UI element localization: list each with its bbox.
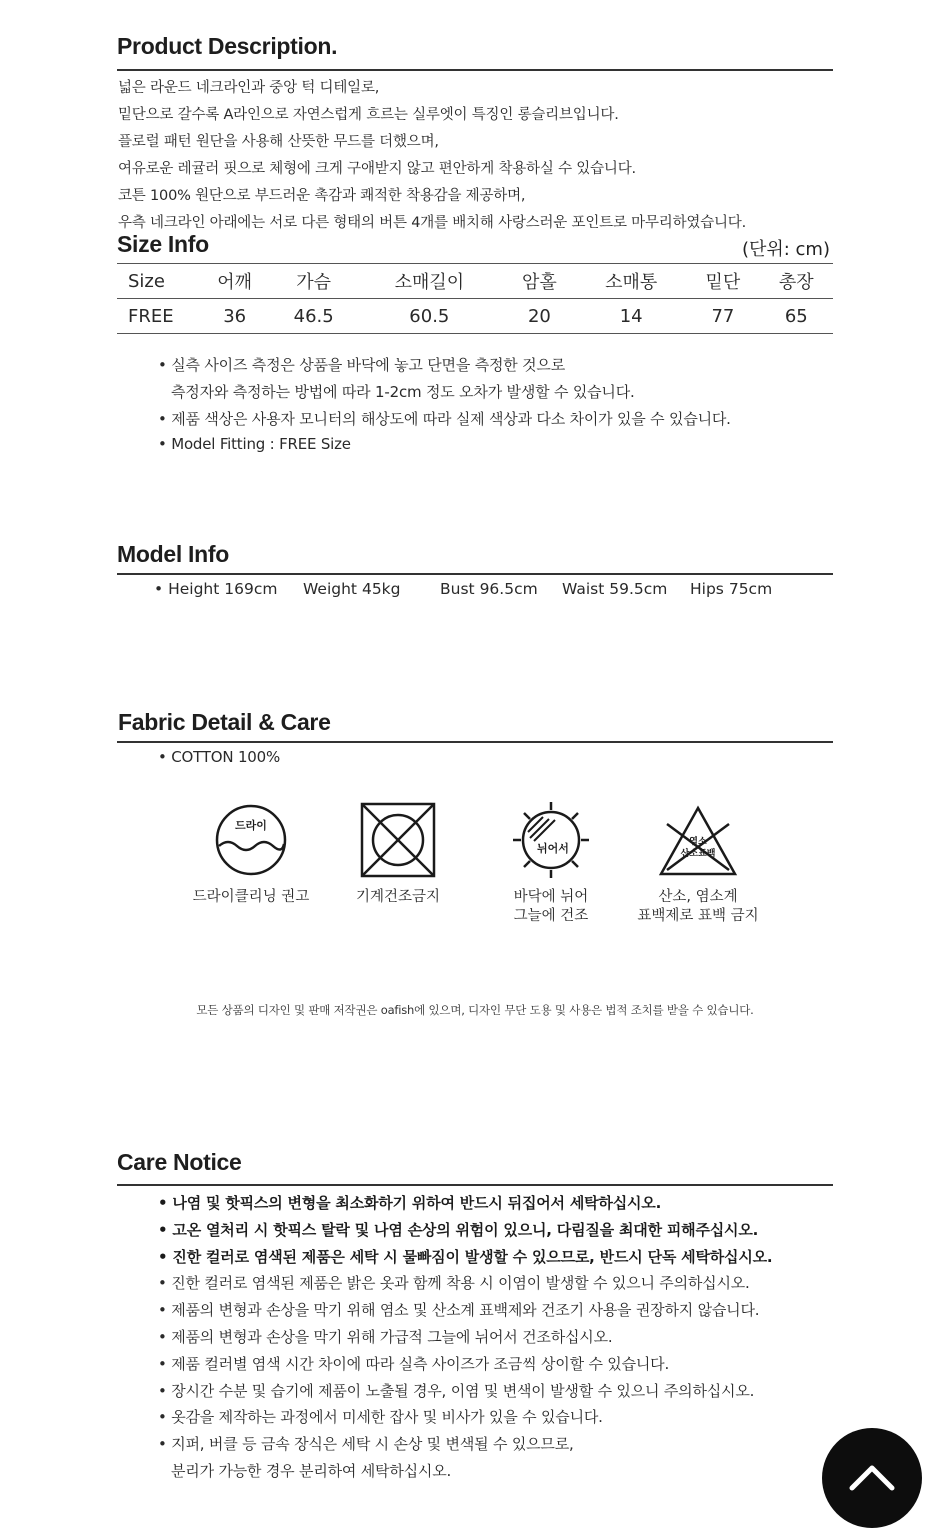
model-weight-value: 45kg [361, 580, 401, 598]
divider [117, 69, 833, 71]
size-info-title: Size Info [117, 231, 209, 257]
no-tumble-dry-icon [352, 800, 442, 880]
dry-clean-icon [206, 800, 296, 880]
size-table-cell: 60.5 [356, 299, 503, 334]
divider [117, 573, 833, 575]
model-bust [440, 580, 538, 598]
care-notice-line: • 제품의 변형과 손상을 막기 위해 염소 및 산소계 표백제와 건조기 사용을 권장하지 않습니다. [158, 1301, 760, 1319]
model-hips-label: Hips [690, 580, 724, 598]
copyright-notice: 모든 상품의 디자인 및 판매 저작권은 oafish에 있으며, 디자인 무단 도용 및 사용은 법적 조치를 받을 수 있습니다. [196, 1003, 754, 1017]
size-table-cell: FREE [117, 299, 198, 334]
care-notice-line: • 옷감을 제작하는 과정에서 미세한 잡사 및 비사가 있을 수 있습니다. [158, 1408, 603, 1426]
care-notice-line: • 나염 및 핫픽스의 변형을 최소화하기 위하여 반드시 뒤집어서 세탁하십시오. [158, 1194, 662, 1212]
care-label-line: 산소, 염소계 [658, 889, 738, 905]
scroll-top-button[interactable] [822, 1428, 922, 1528]
care-notice-line: • 진한 컬러로 염색된 제품은 세탁 시 물빠짐이 발생할 수 있으므로, 반드시 단독 세탁하십시오. [158, 1248, 773, 1266]
description-line: 코튼 100% 원단으로 부드러운 촉감과 쾌적한 착용감을 제공하며, [118, 188, 526, 204]
size-table-header-cell: 어깨 [198, 264, 271, 299]
care-notice-line: • 제품 컬러별 염색 시간 차이에 따라 실측 사이즈가 조금씩 상이할 수 있습니다. [158, 1355, 670, 1373]
size-table-header-cell: 암홀 [503, 264, 576, 299]
divider [117, 741, 833, 743]
description-line: 우측 네크라인 아래에는 서로 다른 형태의 버튼 4개를 배치해 사랑스러운 포인트로 마무리하였습니다. [118, 215, 747, 231]
care-notice-line: • 진한 컬러로 염색된 제품은 밝은 옷과 함께 착용 시 이염이 발생할 수 있으니 주의하십시오. [158, 1274, 750, 1292]
no-bleach-icon-text-2: 산소표백 [680, 849, 716, 859]
care-notice-line: • 지퍼, 버클 등 금속 장식은 세탁 시 손상 및 변색될 수 있으므로, [158, 1435, 574, 1453]
care-label [618, 888, 778, 926]
model-waist-value: 59.5cm [609, 580, 668, 598]
size-table-header-cell: 총장 [760, 264, 833, 299]
model-hips-value: 75cm [728, 580, 773, 598]
size-note: • 제품 색상은 사용자 모니터의 해상도에 따라 실제 색상과 다소 차이가 있을 수 있습니다. [158, 410, 731, 428]
model-height-value: 169cm [224, 580, 278, 598]
care-notice-line: 분리가 가능한 경우 분리하여 세탁하십시오. [171, 1462, 452, 1480]
care-notice-line: • 제품의 변형과 손상을 막기 위해 가급적 그늘에 뉘어서 건조하십시오. [158, 1328, 613, 1346]
model-weight-label: Weight [303, 580, 358, 598]
care-notice-line: • 장시간 수분 및 습기에 제품이 노출될 경우, 이염 및 변색이 발생할 수 있으니 주의하십시오. [158, 1382, 755, 1400]
size-table-header-cell: Size [117, 264, 198, 299]
model-waist [562, 580, 667, 598]
care-label [471, 888, 631, 926]
care-notice-title: Care Notice [117, 1149, 242, 1175]
flat-dry-icon-text: 뉘어서 [537, 842, 569, 855]
care-label-line: 표백제로 표백 금지 [637, 908, 759, 924]
size-table-cell: 65 [760, 299, 833, 334]
fabric-composition: • COTTON 100% [158, 748, 281, 766]
size-table-cell: 36 [198, 299, 271, 334]
size-note: • Model Fitting : FREE Size [158, 435, 351, 453]
size-table-cell: 20 [503, 299, 576, 334]
size-table-cell: 77 [686, 299, 759, 334]
no-bleach-icon-text-1: 염소 [689, 837, 707, 847]
care-label-line: 바닥에 뉘어 [513, 889, 589, 905]
model-weight [303, 580, 401, 598]
size-unit-label: (단위: cm) [741, 239, 830, 260]
fabric-care-title: Fabric Detail & Care [118, 709, 331, 735]
size-table [117, 263, 833, 334]
care-label: 기계건조금지 [355, 889, 441, 905]
size-note: • 실측 사이즈 측정은 상품을 바닥에 놓고 단면을 측정한 것으로 [158, 356, 566, 374]
model-waist-label: Waist [562, 580, 605, 598]
model-height [154, 580, 277, 598]
description-line: 여유로운 레귤러 핏으로 체형에 크게 구애받지 않고 편안하게 착용하실 수 있습니다. [118, 161, 636, 177]
care-notice-line: • 고온 열처리 시 핫픽스 탈락 및 나염 손상의 위험이 있으니, 다림질을 최대한 피해주십시오. [158, 1221, 759, 1239]
model-info-title: Model Info [117, 541, 229, 567]
chevron-up-icon [822, 1428, 922, 1528]
care-label-line: 그늘에 건조 [513, 908, 589, 924]
description-line: 밑단으로 갈수록 A라인으로 자연스럽게 흐르는 실루엣이 특징인 롱슬리브입니다. [118, 107, 619, 123]
care-label: 드라이클리닝 권고 [192, 889, 310, 905]
model-hips [690, 580, 772, 598]
dry-clean-icon-text: 드라이 [235, 819, 267, 832]
no-bleach-icon [653, 800, 743, 880]
size-table-header-cell: 소매통 [576, 264, 686, 299]
product-description-title: Product Description. [117, 33, 338, 59]
divider [117, 1184, 833, 1186]
size-table-header-cell: 밑단 [686, 264, 759, 299]
size-table-header-row [117, 264, 833, 299]
description-line: 플로럴 패턴 원단을 사용해 산뜻한 무드를 더했으며, [118, 134, 439, 150]
size-table-header-cell: 소매길이 [356, 264, 503, 299]
size-table-row [117, 299, 833, 334]
size-note: 측정자와 측정하는 방법에 따라 1-2cm 정도 오차가 발생할 수 있습니다. [171, 383, 635, 401]
size-table-header-cell: 가슴 [271, 264, 356, 299]
model-bust-label: Bust [440, 580, 475, 598]
model-bust-value: 96.5cm [479, 580, 538, 598]
flat-dry-shade-icon [506, 800, 596, 880]
size-table-cell: 14 [576, 299, 686, 334]
description-line: 넓은 라운드 네크라인과 중앙 턱 디테일로, [118, 80, 380, 96]
size-table-cell: 46.5 [271, 299, 356, 334]
model-height-label: • Height [154, 580, 220, 598]
